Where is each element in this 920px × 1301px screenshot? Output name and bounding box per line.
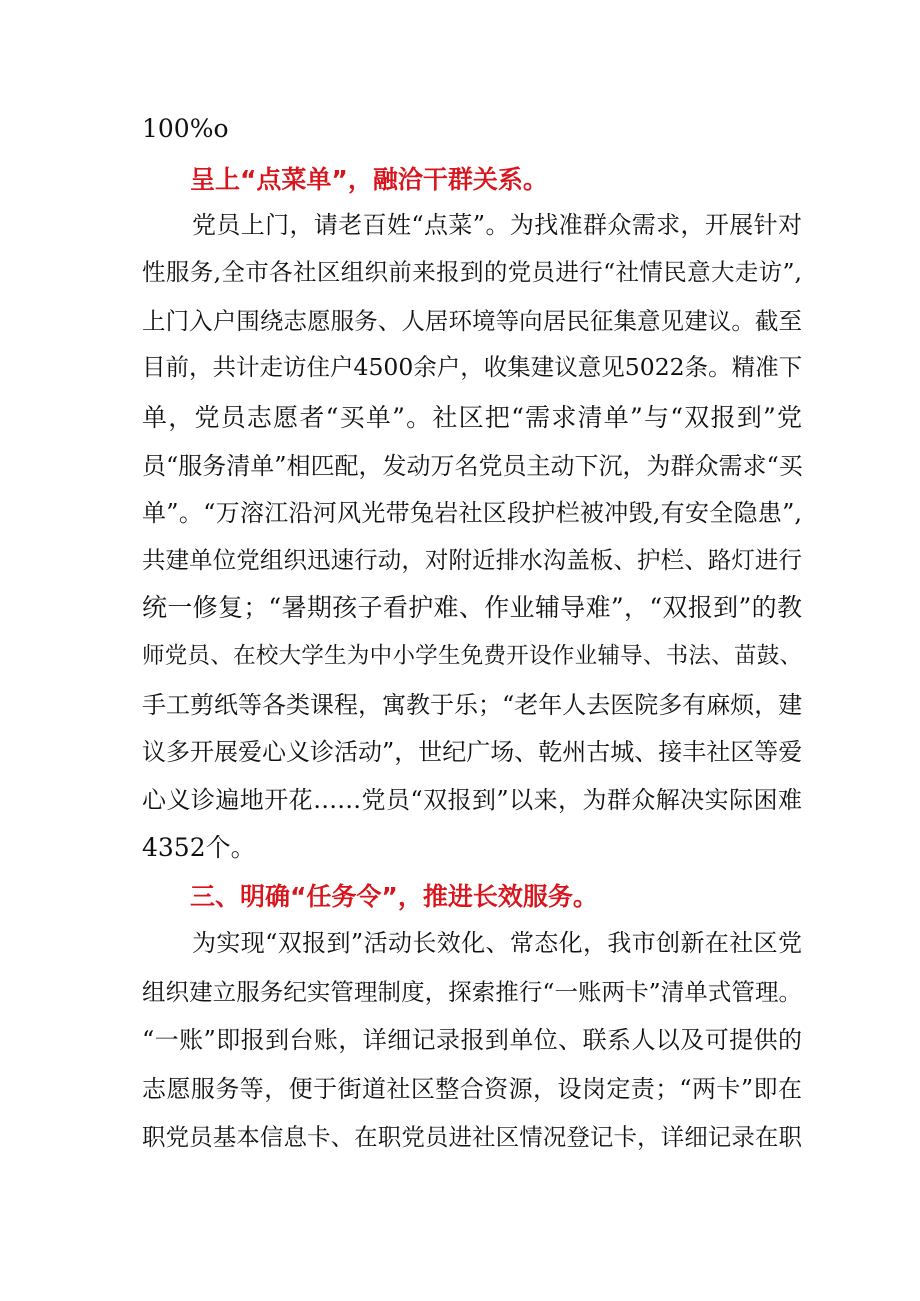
top-fragment: 100%o bbox=[142, 114, 229, 143]
paragraph-line: 共建单位党组织迅速行动，对附近排水沟盖板、护栏、路灯进行 bbox=[142, 546, 802, 574]
paragraph-line: 目前，共计走访住户4500余户，收集建议意见5022条。精准下 bbox=[142, 353, 803, 381]
paragraph-line: 单”。“万溶江沿河风光带兔岩社区段护栏被冲毁,有安全隐患”, bbox=[142, 499, 802, 527]
paragraph-line: “一账”即报到台账，详细记录报到单位、联系人以及可提供的 bbox=[142, 1026, 802, 1054]
paragraph-line: 志愿服务等，便于街道社区整合资源，设岗定责；“两卡”即在 bbox=[142, 1075, 802, 1103]
paragraph-line: 党员上门，请老百姓“点菜”。为找准群众需求，开展针对 bbox=[192, 211, 802, 239]
section-heading-1: 呈上“点菜单”，融洽干群关系。 bbox=[190, 165, 548, 194]
paragraph-line: 单，党员志愿者“买单”。社区把“需求清单”与“双报到”党 bbox=[142, 403, 802, 432]
paragraph-line: 上门入户围绕志愿服务、人居环境等向居民征集意见建议。截至 bbox=[142, 307, 802, 335]
paragraph-line: 议多开展爱心义诊活动”，世纪广场、乾州古城、接丰社区等爱 bbox=[142, 738, 803, 766]
paragraph-line: 性服务,全市各社区组织前来报到的党员进行“社情民意大走访”, bbox=[142, 258, 802, 286]
paragraph-line: 组织建立服务纪实管理制度，探索推行“一账两卡”清单式管理。 bbox=[142, 978, 802, 1006]
paragraph-line: 统一修复；“暑期孩子看护难、作业辅导难”，“双报到”的教 bbox=[142, 593, 802, 622]
section-heading-2: 三、明确“任务令”，推进长效服务。 bbox=[190, 882, 598, 911]
paragraph-line: 心义诊遍地开花……党员“双报到”以来，为群众解决实际困难 bbox=[142, 786, 802, 814]
paragraph-line: 师党员、在校大学生为中小学生免费开设作业辅导、书法、苗鼓、 bbox=[142, 643, 802, 669]
paragraph-line: 手工剪纸等各类课程，寓教于乐；“老年人去医院多有麻烦，建 bbox=[142, 691, 803, 719]
paragraph-line: 员“服务清单”相匹配，发动万名党员主动下沉，为群众需求“买 bbox=[142, 452, 803, 480]
paragraph-line: 职党员基本信息卡、在职党员进社区情况登记卡，详细记录在职 bbox=[142, 1123, 802, 1151]
paragraph-line: 为实现“双报到”活动长效化、常态化，我市创新在社区党 bbox=[192, 929, 802, 957]
paragraph-line: 4352个。 bbox=[142, 833, 256, 862]
